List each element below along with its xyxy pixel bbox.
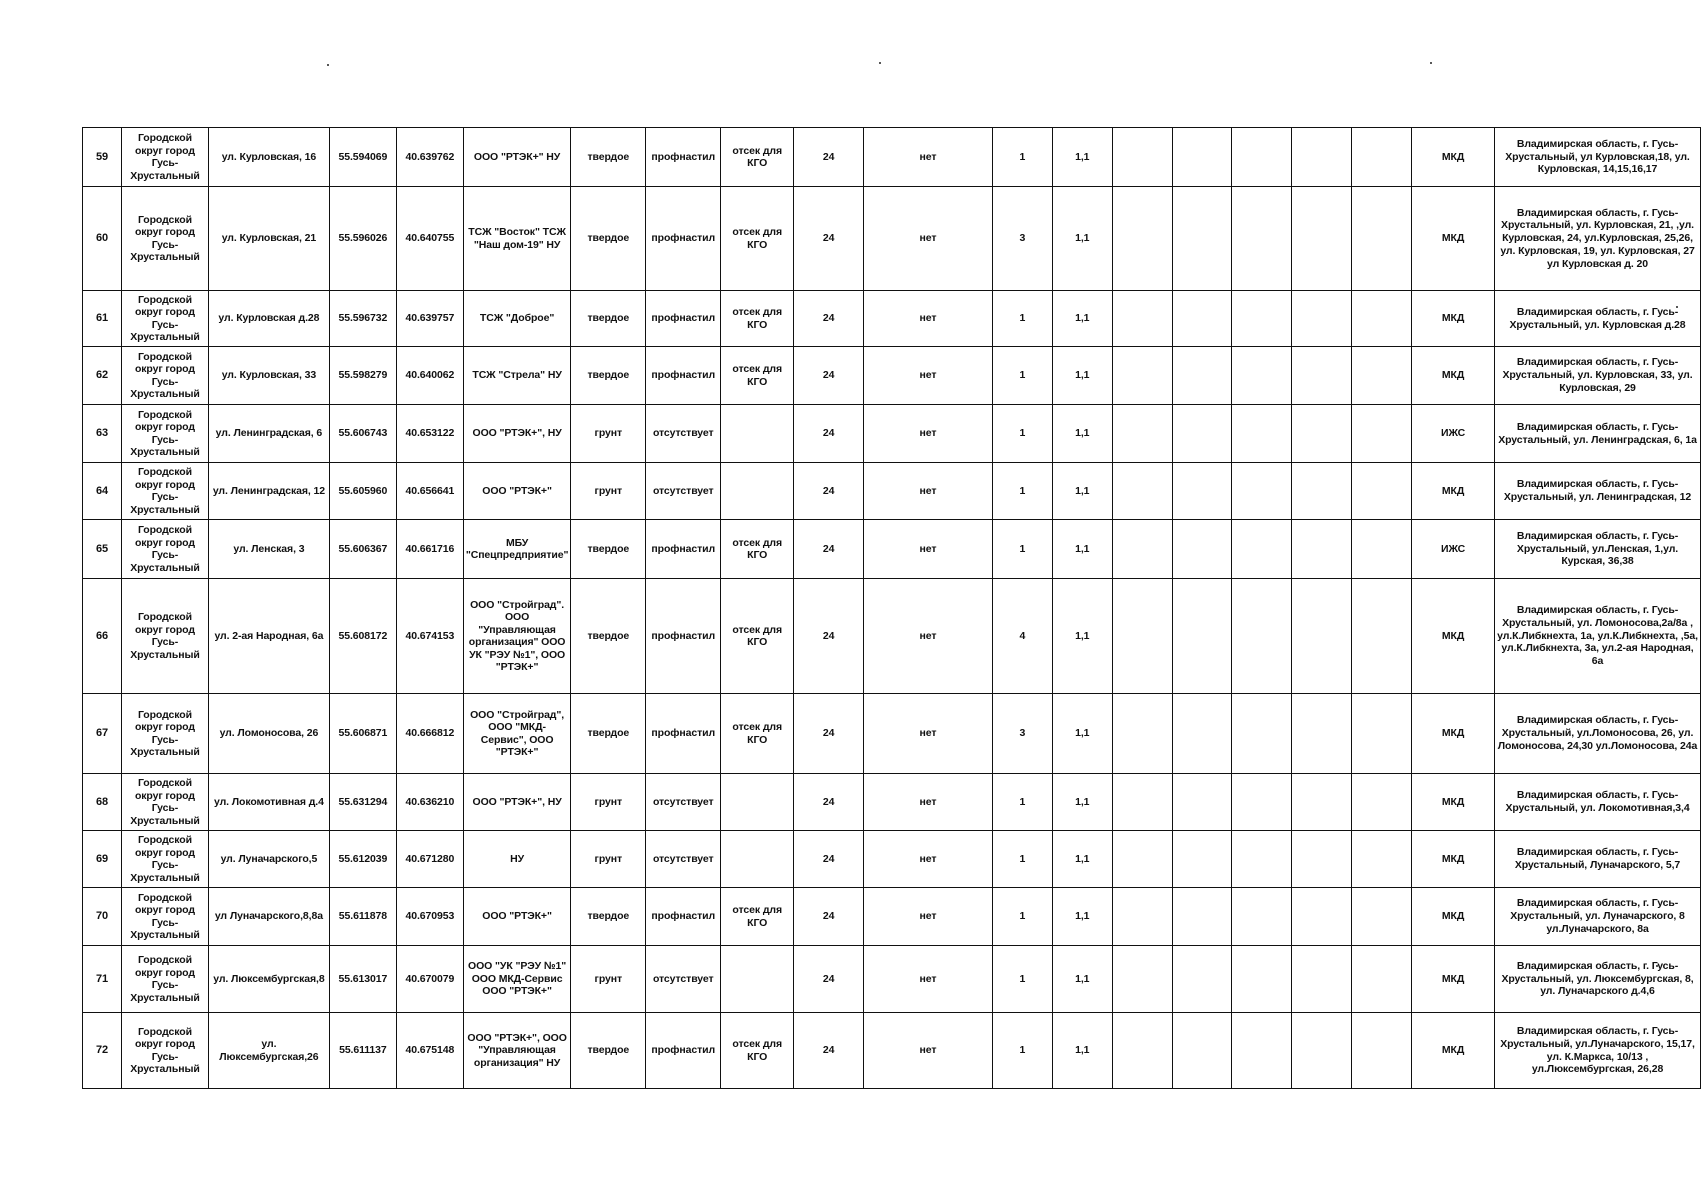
extra-col-18 (1352, 831, 1412, 888)
building-type-cell: МКД (1412, 694, 1495, 774)
extra-col-14 (1112, 694, 1172, 774)
area-cell: 24 (794, 694, 864, 774)
table-row (83, 774, 1701, 831)
scan-speck (1430, 62, 1432, 64)
extra-col-15 (1172, 463, 1232, 520)
owner-org-cell: МБУ "Спецпредприятие" (463, 520, 571, 579)
extra-col-18 (1352, 946, 1412, 1013)
latitude-cell: 55.611137 (329, 1013, 396, 1089)
extra-col-14 (1112, 831, 1172, 888)
canopy-cell: нет (864, 579, 993, 694)
fence-cell: отсутствует (646, 774, 721, 831)
extra-col-16 (1232, 1013, 1292, 1089)
row-number: 67 (83, 694, 122, 774)
surface-cell: твердое (571, 1013, 646, 1089)
district-cell: Городской округ город Гусь-Хрустальный (121, 128, 208, 187)
building-type-cell: ИЖС (1412, 405, 1495, 463)
longitude-cell: 40.671280 (396, 831, 463, 888)
table-row (83, 579, 1701, 694)
served-addresses-cell: Владимирская область, г. Гусь-Хрустальный, ул.Ломоносова, 26, ул. Ломоносова, 24,30 ул.Ломоносова, 24а (1495, 694, 1701, 774)
surface-cell: грунт (571, 774, 646, 831)
longitude-cell: 40.639757 (396, 291, 463, 347)
owner-org-cell: ООО "Стройград". ООО "Управляющая организация" ООО УК "РЭУ №1", ООО "РТЭК+" (463, 579, 571, 694)
building-type-cell: МКД (1412, 128, 1495, 187)
area-cell: 24 (794, 128, 864, 187)
district-cell: Городской округ город Гусь-Хрустальный (121, 694, 208, 774)
surface-cell: твердое (571, 579, 646, 694)
longitude-cell: 40.670079 (396, 946, 463, 1013)
extra-col-16 (1232, 405, 1292, 463)
street-cell: ул. Ленинградская, 12 (208, 463, 329, 520)
owner-org-cell: ООО "РТЭК+" (463, 463, 571, 520)
building-type-cell: МКД (1412, 946, 1495, 1013)
served-addresses-cell: Владимирская область, г. Гусь-Хрустальный, ул. Локомотивная,3,4 (1495, 774, 1701, 831)
area-cell: 24 (794, 579, 864, 694)
street-cell: ул. Луначарского,5 (208, 831, 329, 888)
latitude-cell: 55.596732 (329, 291, 396, 347)
street-cell: ул. Курловская, 21 (208, 187, 329, 291)
district-cell: Городской округ город Гусь-Хрустальный (121, 405, 208, 463)
extra-col-18 (1352, 694, 1412, 774)
row-number: 66 (83, 579, 122, 694)
served-addresses-cell: Владимирская область, г. Гусь-Хрустальный, ул.Луначарского, 15,17, ул. К.Маркса, 10/13 , ул.Люксембургская, 26,28 (1495, 1013, 1701, 1089)
served-addresses-cell: Владимирская область, г. Гусь-Хрустальный, ул. Ленинградская, 12 (1495, 463, 1701, 520)
extra-col-15 (1172, 946, 1232, 1013)
extra-col-16 (1232, 946, 1292, 1013)
served-addresses-cell: Владимирская область, г. Гусь-Хрустальный, ул. Ленинградская, 6, 1а (1495, 405, 1701, 463)
extra-col-15 (1172, 291, 1232, 347)
container-count-cell: 1 (992, 831, 1052, 888)
district-cell: Городской округ город Гусь-Хрустальный (121, 463, 208, 520)
table-row (83, 694, 1701, 774)
street-cell: ул. Курловская д.28 (208, 291, 329, 347)
volume-cell: 1,1 (1052, 463, 1112, 520)
extra-col-17 (1292, 291, 1352, 347)
extra-col-14 (1112, 187, 1172, 291)
fence-cell: профнастил (646, 1013, 721, 1089)
served-addresses-cell: Владимирская область, г. Гусь-Хрустальный, ул. Люксембургская, 8, ул. Луначарского д.4,6 (1495, 946, 1701, 1013)
extra-col-18 (1352, 1013, 1412, 1089)
extra-col-16 (1232, 128, 1292, 187)
canopy-cell: нет (864, 128, 993, 187)
canopy-cell: нет (864, 888, 993, 946)
container-count-cell: 3 (992, 187, 1052, 291)
row-number: 60 (83, 187, 122, 291)
street-cell: ул. Люксембургская,26 (208, 1013, 329, 1089)
extra-col-14 (1112, 520, 1172, 579)
table-row (83, 128, 1701, 187)
street-cell: ул. Ленская, 3 (208, 520, 329, 579)
compartment-cell (721, 946, 794, 1013)
compartment-cell: отсек для КГО (721, 520, 794, 579)
owner-org-cell: НУ (463, 831, 571, 888)
latitude-cell: 55.606743 (329, 405, 396, 463)
building-type-cell: МКД (1412, 1013, 1495, 1089)
table-row (83, 888, 1701, 946)
extra-col-16 (1232, 347, 1292, 405)
longitude-cell: 40.656641 (396, 463, 463, 520)
container-count-cell: 1 (992, 291, 1052, 347)
extra-col-15 (1172, 128, 1232, 187)
compartment-cell (721, 463, 794, 520)
table-body (83, 128, 1701, 1089)
row-number: 71 (83, 946, 122, 1013)
row-number: 64 (83, 463, 122, 520)
served-addresses-cell: Владимирская область, г. Гусь-Хрустальный, ул. Курловская, 21, ,ул. Курловская, 24, ул.Курловская, 25,26, ул. Курловская, 19, ул. Курловская, 27 ул Курловская д. 20 (1495, 187, 1701, 291)
area-cell: 24 (794, 888, 864, 946)
extra-col-15 (1172, 579, 1232, 694)
fence-cell: отсутствует (646, 946, 721, 1013)
area-cell: 24 (794, 774, 864, 831)
extra-col-15 (1172, 888, 1232, 946)
street-cell: ул. 2-ая Народная, 6а (208, 579, 329, 694)
building-type-cell: МКД (1412, 831, 1495, 888)
building-type-cell: ИЖС (1412, 520, 1495, 579)
row-number: 65 (83, 520, 122, 579)
district-cell: Городской округ город Гусь-Хрустальный (121, 347, 208, 405)
served-addresses-cell: Владимирская область, г. Гусь-Хрустальный, ул. Курловская д.28 (1495, 291, 1701, 347)
extra-col-17 (1292, 774, 1352, 831)
extra-col-14 (1112, 291, 1172, 347)
table-row (83, 405, 1701, 463)
volume-cell: 1,1 (1052, 1013, 1112, 1089)
owner-org-cell: ООО "РТЭК+", НУ (463, 774, 571, 831)
table-row (83, 1013, 1701, 1089)
longitude-cell: 40.661716 (396, 520, 463, 579)
extra-col-18 (1352, 128, 1412, 187)
row-number: 68 (83, 774, 122, 831)
extra-col-18 (1352, 463, 1412, 520)
compartment-cell: отсек для КГО (721, 888, 794, 946)
surface-cell: твердое (571, 187, 646, 291)
container-count-cell: 1 (992, 347, 1052, 405)
owner-org-cell: ТСЖ "Стрела" НУ (463, 347, 571, 405)
extra-col-18 (1352, 291, 1412, 347)
area-cell: 24 (794, 946, 864, 1013)
volume-cell: 1,1 (1052, 520, 1112, 579)
table-row (83, 347, 1701, 405)
canopy-cell: нет (864, 405, 993, 463)
compartment-cell (721, 774, 794, 831)
street-cell: ул. Курловская, 16 (208, 128, 329, 187)
volume-cell: 1,1 (1052, 405, 1112, 463)
extra-col-15 (1172, 1013, 1232, 1089)
longitude-cell: 40.670953 (396, 888, 463, 946)
canopy-cell: нет (864, 291, 993, 347)
container-count-cell: 1 (992, 888, 1052, 946)
extra-col-16 (1232, 463, 1292, 520)
compartment-cell: отсек для КГО (721, 291, 794, 347)
latitude-cell: 55.611878 (329, 888, 396, 946)
extra-col-16 (1232, 774, 1292, 831)
surface-cell: твердое (571, 520, 646, 579)
compartment-cell (721, 831, 794, 888)
extra-col-17 (1292, 405, 1352, 463)
extra-col-14 (1112, 1013, 1172, 1089)
extra-col-14 (1112, 946, 1172, 1013)
canopy-cell: нет (864, 347, 993, 405)
latitude-cell: 55.608172 (329, 579, 396, 694)
extra-col-16 (1232, 291, 1292, 347)
table-row (83, 520, 1701, 579)
surface-cell: грунт (571, 831, 646, 888)
container-sites-table (82, 127, 1701, 1089)
extra-col-16 (1232, 187, 1292, 291)
extra-col-18 (1352, 774, 1412, 831)
extra-col-15 (1172, 347, 1232, 405)
volume-cell: 1,1 (1052, 187, 1112, 291)
latitude-cell: 55.612039 (329, 831, 396, 888)
surface-cell: твердое (571, 888, 646, 946)
container-count-cell: 1 (992, 128, 1052, 187)
area-cell: 24 (794, 463, 864, 520)
table-row (83, 946, 1701, 1013)
longitude-cell: 40.653122 (396, 405, 463, 463)
street-cell: ул Луначарского,8,8а (208, 888, 329, 946)
container-count-cell: 3 (992, 694, 1052, 774)
fence-cell: профнастил (646, 347, 721, 405)
fence-cell: профнастил (646, 520, 721, 579)
extra-col-14 (1112, 347, 1172, 405)
owner-org-cell: ООО "УК "РЭУ №1" ООО МКД-Сервис ООО "РТЭК+" (463, 946, 571, 1013)
extra-col-16 (1232, 694, 1292, 774)
volume-cell: 1,1 (1052, 128, 1112, 187)
compartment-cell: отсек для КГО (721, 347, 794, 405)
extra-col-17 (1292, 1013, 1352, 1089)
table-row (83, 291, 1701, 347)
owner-org-cell: ТСЖ "Восток" ТСЖ "Наш дом-19" НУ (463, 187, 571, 291)
area-cell: 24 (794, 347, 864, 405)
extra-col-14 (1112, 463, 1172, 520)
canopy-cell: нет (864, 1013, 993, 1089)
district-cell: Городской округ город Гусь-Хрустальный (121, 291, 208, 347)
owner-org-cell: ООО "РТЭК+", НУ (463, 405, 571, 463)
container-count-cell: 1 (992, 405, 1052, 463)
latitude-cell: 55.631294 (329, 774, 396, 831)
district-cell: Городской округ город Гусь-Хрустальный (121, 831, 208, 888)
extra-col-17 (1292, 347, 1352, 405)
row-number: 69 (83, 831, 122, 888)
served-addresses-cell: Владимирская область, г. Гусь-Хрустальный, ул. Курловская, 33, ул. Курловская, 29 (1495, 347, 1701, 405)
volume-cell: 1,1 (1052, 291, 1112, 347)
extra-col-17 (1292, 831, 1352, 888)
extra-col-15 (1172, 187, 1232, 291)
extra-col-16 (1232, 579, 1292, 694)
compartment-cell: отсек для КГО (721, 128, 794, 187)
latitude-cell: 55.606367 (329, 520, 396, 579)
served-addresses-cell: Владимирская область, г. Гусь-Хрустальный, Луначарского, 5,7 (1495, 831, 1701, 888)
building-type-cell: МКД (1412, 888, 1495, 946)
area-cell: 24 (794, 291, 864, 347)
building-type-cell: МКД (1412, 187, 1495, 291)
row-number: 63 (83, 405, 122, 463)
served-addresses-cell: Владимирская область, г. Гусь-Хрустальный, ул Курловская,18, ул. Курловская, 14,15,16,17 (1495, 128, 1701, 187)
surface-cell: твердое (571, 128, 646, 187)
extra-col-17 (1292, 520, 1352, 579)
district-cell: Городской округ город Гусь-Хрустальный (121, 579, 208, 694)
latitude-cell: 55.613017 (329, 946, 396, 1013)
area-cell: 24 (794, 520, 864, 579)
volume-cell: 1,1 (1052, 579, 1112, 694)
latitude-cell: 55.596026 (329, 187, 396, 291)
canopy-cell: нет (864, 694, 993, 774)
longitude-cell: 40.636210 (396, 774, 463, 831)
extra-col-14 (1112, 774, 1172, 831)
fence-cell: отсутствует (646, 831, 721, 888)
extra-col-17 (1292, 128, 1352, 187)
row-number: 72 (83, 1013, 122, 1089)
served-addresses-cell: Владимирская область, г. Гусь-Хрустальный, ул.Ленская, 1,ул. Курская, 36,38 (1495, 520, 1701, 579)
volume-cell: 1,1 (1052, 831, 1112, 888)
extra-col-15 (1172, 774, 1232, 831)
longitude-cell: 40.640062 (396, 347, 463, 405)
scan-speck (879, 62, 881, 64)
fence-cell: профнастил (646, 291, 721, 347)
surface-cell: твердое (571, 291, 646, 347)
extra-col-15 (1172, 405, 1232, 463)
latitude-cell: 55.605960 (329, 463, 396, 520)
compartment-cell: отсек для КГО (721, 694, 794, 774)
extra-col-16 (1232, 888, 1292, 946)
table-row (83, 187, 1701, 291)
table-row (83, 831, 1701, 888)
district-cell: Городской округ город Гусь-Хрустальный (121, 520, 208, 579)
extra-col-15 (1172, 831, 1232, 888)
surface-cell: твердое (571, 694, 646, 774)
surface-cell: грунт (571, 463, 646, 520)
row-number: 62 (83, 347, 122, 405)
longitude-cell: 40.639762 (396, 128, 463, 187)
street-cell: ул. Ленинградская, 6 (208, 405, 329, 463)
district-cell: Городской округ город Гусь-Хрустальный (121, 888, 208, 946)
extra-col-15 (1172, 520, 1232, 579)
extra-col-16 (1232, 831, 1292, 888)
canopy-cell: нет (864, 187, 993, 291)
extra-col-18 (1352, 579, 1412, 694)
volume-cell: 1,1 (1052, 694, 1112, 774)
extra-col-18 (1352, 405, 1412, 463)
fence-cell: отсутствует (646, 463, 721, 520)
latitude-cell: 55.606871 (329, 694, 396, 774)
surface-cell: грунт (571, 946, 646, 1013)
container-count-cell: 4 (992, 579, 1052, 694)
building-type-cell: МКД (1412, 347, 1495, 405)
extra-col-18 (1352, 888, 1412, 946)
owner-org-cell: ООО "Стройград", ООО "МКД-Сервис", ООО "РТЭК+" (463, 694, 571, 774)
longitude-cell: 40.666812 (396, 694, 463, 774)
extra-col-17 (1292, 694, 1352, 774)
owner-org-cell: ТСЖ "Доброе" (463, 291, 571, 347)
owner-org-cell: ООО "РТЭК+" НУ (463, 128, 571, 187)
extra-col-14 (1112, 128, 1172, 187)
fence-cell: профнастил (646, 888, 721, 946)
fence-cell: профнастил (646, 579, 721, 694)
container-count-cell: 1 (992, 774, 1052, 831)
volume-cell: 1,1 (1052, 774, 1112, 831)
extra-col-17 (1292, 946, 1352, 1013)
canopy-cell: нет (864, 946, 993, 1013)
fence-cell: профнастил (646, 694, 721, 774)
district-cell: Городской округ город Гусь-Хрустальный (121, 187, 208, 291)
container-count-cell: 1 (992, 463, 1052, 520)
volume-cell: 1,1 (1052, 888, 1112, 946)
latitude-cell: 55.594069 (329, 128, 396, 187)
scan-speck (327, 64, 329, 66)
area-cell: 24 (794, 831, 864, 888)
building-type-cell: МКД (1412, 463, 1495, 520)
extra-col-17 (1292, 888, 1352, 946)
district-cell: Городской округ город Гусь-Хрустальный (121, 946, 208, 1013)
extra-col-14 (1112, 888, 1172, 946)
longitude-cell: 40.674153 (396, 579, 463, 694)
longitude-cell: 40.675148 (396, 1013, 463, 1089)
compartment-cell (721, 405, 794, 463)
district-cell: Городской округ город Гусь-Хрустальный (121, 1013, 208, 1089)
building-type-cell: МКД (1412, 774, 1495, 831)
compartment-cell: отсек для КГО (721, 1013, 794, 1089)
row-number: 61 (83, 291, 122, 347)
area-cell: 24 (794, 405, 864, 463)
extra-col-17 (1292, 579, 1352, 694)
street-cell: ул. Ломоносова, 26 (208, 694, 329, 774)
compartment-cell: отсек для КГО (721, 579, 794, 694)
extra-col-18 (1352, 347, 1412, 405)
table-row (83, 463, 1701, 520)
fence-cell: профнастил (646, 128, 721, 187)
canopy-cell: нет (864, 774, 993, 831)
surface-cell: грунт (571, 405, 646, 463)
owner-org-cell: ООО "РТЭК+" (463, 888, 571, 946)
street-cell: ул. Курловская, 33 (208, 347, 329, 405)
surface-cell: твердое (571, 347, 646, 405)
volume-cell: 1,1 (1052, 946, 1112, 1013)
container-count-cell: 1 (992, 520, 1052, 579)
canopy-cell: нет (864, 831, 993, 888)
extra-col-14 (1112, 579, 1172, 694)
latitude-cell: 55.598279 (329, 347, 396, 405)
extra-col-17 (1292, 187, 1352, 291)
street-cell: ул. Локомотивная д.4 (208, 774, 329, 831)
compartment-cell: отсек для КГО (721, 187, 794, 291)
served-addresses-cell: Владимирская область, г. Гусь-Хрустальный, ул. Луначарского, 8 ул.Луначарского, 8а (1495, 888, 1701, 946)
container-count-cell: 1 (992, 1013, 1052, 1089)
building-type-cell: МКД (1412, 579, 1495, 694)
row-number: 59 (83, 128, 122, 187)
extra-col-16 (1232, 520, 1292, 579)
extra-col-18 (1352, 520, 1412, 579)
canopy-cell: нет (864, 463, 993, 520)
building-type-cell: МКД (1412, 291, 1495, 347)
volume-cell: 1,1 (1052, 347, 1112, 405)
extra-col-17 (1292, 463, 1352, 520)
street-cell: ул. Люксембургская,8 (208, 946, 329, 1013)
fence-cell: профнастил (646, 187, 721, 291)
longitude-cell: 40.640755 (396, 187, 463, 291)
served-addresses-cell: Владимирская область, г. Гусь-Хрустальный, ул. Ломоносова,2а/8а , ул.К.Либкнехта, 1а, ул.К.Либкнехта, ,5а, ул.К.Либкнехта, 3а, ул.2-ая Народная, 6а (1495, 579, 1701, 694)
container-count-cell: 1 (992, 946, 1052, 1013)
row-number: 70 (83, 888, 122, 946)
extra-col-14 (1112, 405, 1172, 463)
district-cell: Городской округ город Гусь-Хрустальный (121, 774, 208, 831)
extra-col-18 (1352, 187, 1412, 291)
owner-org-cell: ООО "РТЭК+", ООО "Управляющая организация" НУ (463, 1013, 571, 1089)
area-cell: 24 (794, 187, 864, 291)
extra-col-15 (1172, 694, 1232, 774)
canopy-cell: нет (864, 520, 993, 579)
fence-cell: отсутствует (646, 405, 721, 463)
area-cell: 24 (794, 1013, 864, 1089)
